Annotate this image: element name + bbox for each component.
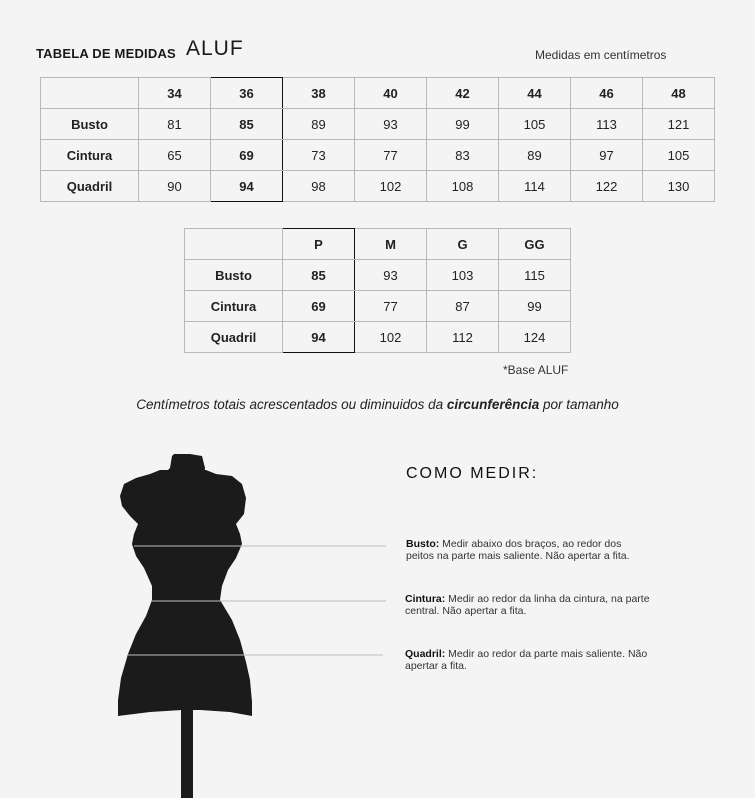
table-cell: 114 [499,171,571,202]
size-header: 46 [571,78,643,109]
cintura-label: Cintura: [405,593,446,605]
table-cell: 93 [355,260,427,291]
table-row [41,140,715,171]
brand-logo: ALUF [186,37,244,60]
page-title: TABELA DE MEDIDAS [36,46,176,61]
quadril-text: Medir ao redor da parte mais saliente. Não apertar a fita. [405,648,648,672]
quadril-instruction [405,648,650,672]
size-header: 40 [355,78,427,109]
row-label-quadril: Quadril [41,171,139,202]
table-cell-highlighted: 69 [283,291,355,322]
row-label-cintura: Cintura [41,140,139,171]
table-row [185,260,571,291]
table-header-row [185,229,571,260]
mannequin-illustration [0,440,400,798]
table-cell: 103 [427,260,499,291]
table-cell: 87 [427,291,499,322]
base-note: *Base ALUF [503,363,569,377]
size-header: GG [499,229,571,260]
table-cell: 77 [355,140,427,171]
size-header: M [355,229,427,260]
table-cell: 130 [643,171,715,202]
table-cell: 124 [499,322,571,353]
table-cell: 108 [427,171,499,202]
table-cell: 98 [283,171,355,202]
table-cell: 65 [139,140,211,171]
caption-text-before: Centímetros totais acrescentados ou diminuidos da [136,397,447,412]
size-header-highlighted: 36 [211,78,283,109]
table-cell: 99 [427,109,499,140]
size-header: 38 [283,78,355,109]
corner-cell [185,229,283,260]
table-cell: 112 [427,322,499,353]
size-header-highlighted: P [283,229,355,260]
table-cell: 89 [499,140,571,171]
table-cell: 113 [571,109,643,140]
corner-cell [41,78,139,109]
busto-text: Medir abaixo dos braços, ao redor dos peitos na parte mais saliente. Não apertar a fita. [406,538,630,562]
units-note: Medidas em centímetros [535,48,667,62]
letter-size-table [184,228,571,353]
table-cell-highlighted: 94 [283,322,355,353]
row-label-quadril: Quadril [185,322,283,353]
table-cell-highlighted: 85 [283,260,355,291]
row-label-busto: Busto [41,109,139,140]
table-cell: 81 [139,109,211,140]
busto-instruction [406,538,651,562]
quadril-label: Quadril: [405,648,446,660]
busto-label: Busto: [406,538,440,550]
table-cell: 90 [139,171,211,202]
table-cell: 102 [355,171,427,202]
table-cell: 93 [355,109,427,140]
caption [0,397,755,412]
table-cell: 122 [571,171,643,202]
size-header: 48 [643,78,715,109]
table-cell: 73 [283,140,355,171]
table-row [41,109,715,140]
row-label-cintura: Cintura [185,291,283,322]
how-to-measure-title: COMO MEDIR: [406,465,539,482]
table-cell: 77 [355,291,427,322]
table-cell-highlighted: 69 [211,140,283,171]
size-header: 34 [139,78,211,109]
table-cell: 83 [427,140,499,171]
row-label-busto: Busto [185,260,283,291]
table-cell: 102 [355,322,427,353]
size-header: 42 [427,78,499,109]
table-cell-highlighted: 85 [211,109,283,140]
table-cell: 121 [643,109,715,140]
table-header-row [41,78,715,109]
cintura-text: Medir ao redor da linha da cintura, na parte central. Não apertar a fita. [405,593,650,617]
table-cell: 99 [499,291,571,322]
table-cell: 115 [499,260,571,291]
cintura-instruction [405,593,650,617]
caption-text-bold: circunferência [446,397,540,412]
mannequin-icon [118,454,252,798]
table-cell: 105 [643,140,715,171]
table-cell: 105 [499,109,571,140]
table-cell-highlighted: 94 [211,171,283,202]
caption-text-after: por tamanho [539,397,619,412]
table-row [185,291,571,322]
table-row [41,171,715,202]
table-cell: 97 [571,140,643,171]
table-cell: 89 [283,109,355,140]
size-header: 44 [499,78,571,109]
size-header: G [427,229,499,260]
numeric-size-table [40,77,715,202]
table-row [185,322,571,353]
